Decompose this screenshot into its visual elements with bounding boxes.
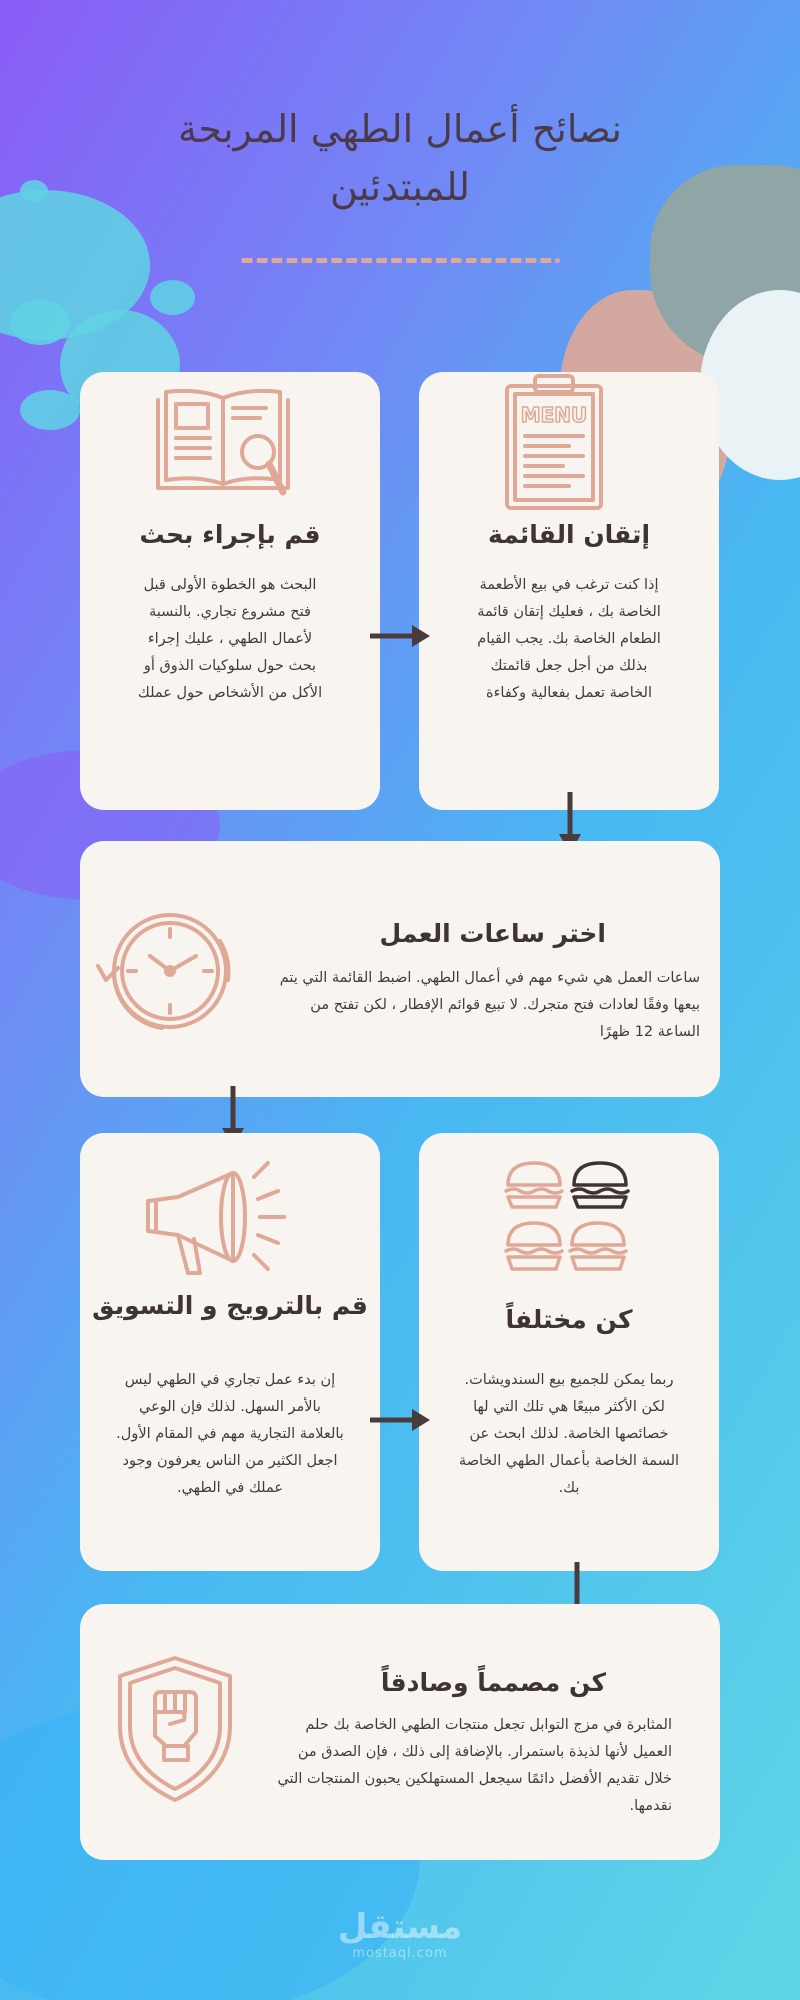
menu-clipboard-icon — [499, 372, 609, 512]
bg-blob-cyan-left — [20, 180, 48, 202]
card-research — [80, 372, 380, 810]
bg-blob-cyan-left — [10, 300, 70, 345]
card-body: البحث هو الخطوة الأولى قبل فتح مشروع تجاري. بالنسبة لأعمال الطهي ، عليك إجراء بحث حول سلوكيات الذوق أو الأكل من الأشخاص حول عملك — [137, 577, 323, 701]
card-heading: قم بالترويج و التسويق — [92, 1291, 368, 1320]
megaphone-icon — [138, 1151, 288, 1281]
watermark-arabic: مستقل — [337, 1907, 463, 1947]
card-body: ربما يمكن للجميع بيع السندويشات. لكن الأكثر مبيعًا هي تلك التي لها خصائصها الخاصة. لذلك ابحث عن السمة الخاصة بأعمال الطهي الخاصة بك. — [458, 1372, 680, 1496]
card-body: إذا كنت ترغب في بيع الأطعمة الخاصة بك ، فعليك إتقان قائمة الطعام الخاصة بك. يجب القيام بذلك من أجل جعل قائمتك الخاصة تعمل بفعالية وكفاءة — [477, 577, 661, 701]
card-promotion — [80, 1133, 380, 1571]
arrow-right-icon — [368, 622, 432, 650]
card-hours — [80, 841, 720, 1097]
menu-text: MENU — [520, 403, 588, 427]
watermark-latin: mostaql.com — [352, 1946, 448, 1961]
card-heading: إتقان القائمة — [487, 520, 651, 549]
card-different — [419, 1133, 719, 1571]
card-heading: قم بإجراء بحث — [139, 520, 321, 549]
burgers-icon — [504, 1157, 634, 1277]
arrow-right-icon — [368, 1406, 432, 1434]
fist-shield-icon — [110, 1654, 240, 1804]
card-heading: كن مصمماً وصادقاً — [380, 1668, 606, 1697]
card-body: ساعات العمل هي شيء مهم في أعمال الطهي. اضبط القائمة التي يتم بيعها وفقًا لعادات فتح متجرك. لا تبيع قوائم الإفطار ، لكن تفتح من الساعة 12 ظهرًا — [279, 970, 700, 1040]
page-title: نصائح أعمال الطهي المربحة للمبتدئين — [178, 107, 622, 209]
card-heading: اختر ساعات العمل — [379, 919, 606, 948]
watermark-logo — [300, 1908, 500, 1961]
bg-blob-cyan-left — [150, 280, 195, 315]
card-body: المثابرة في مزج التوابل تجعل منتجات الطهي الخاصة بك حلم العميل لأنها لذيذة باستمرار. بالإضافة إلى ذلك ، فإن الصدق من خلال تقديم الأفضل دائمًا سيجعل المستهلكين يحبون المنتجات التي نقدمها. — [277, 1717, 672, 1814]
card-body: إن بدء عمل تجاري في الطهي ليس بالأمر السهل. لذلك فإن الوعي بالعلامة التجارية مهم في المقام الأول. اجعل الكثير من الناس يعرفون وجود عملك في الطهي. — [116, 1372, 344, 1496]
clock-icon — [92, 896, 242, 1046]
title-divider — [240, 258, 560, 263]
card-menu — [419, 372, 719, 810]
bg-blob-cyan-left — [20, 390, 80, 430]
book-magnifier-icon — [148, 380, 298, 505]
card-heading: كن مختلفاً — [505, 1305, 633, 1334]
card-determined — [80, 1604, 720, 1860]
